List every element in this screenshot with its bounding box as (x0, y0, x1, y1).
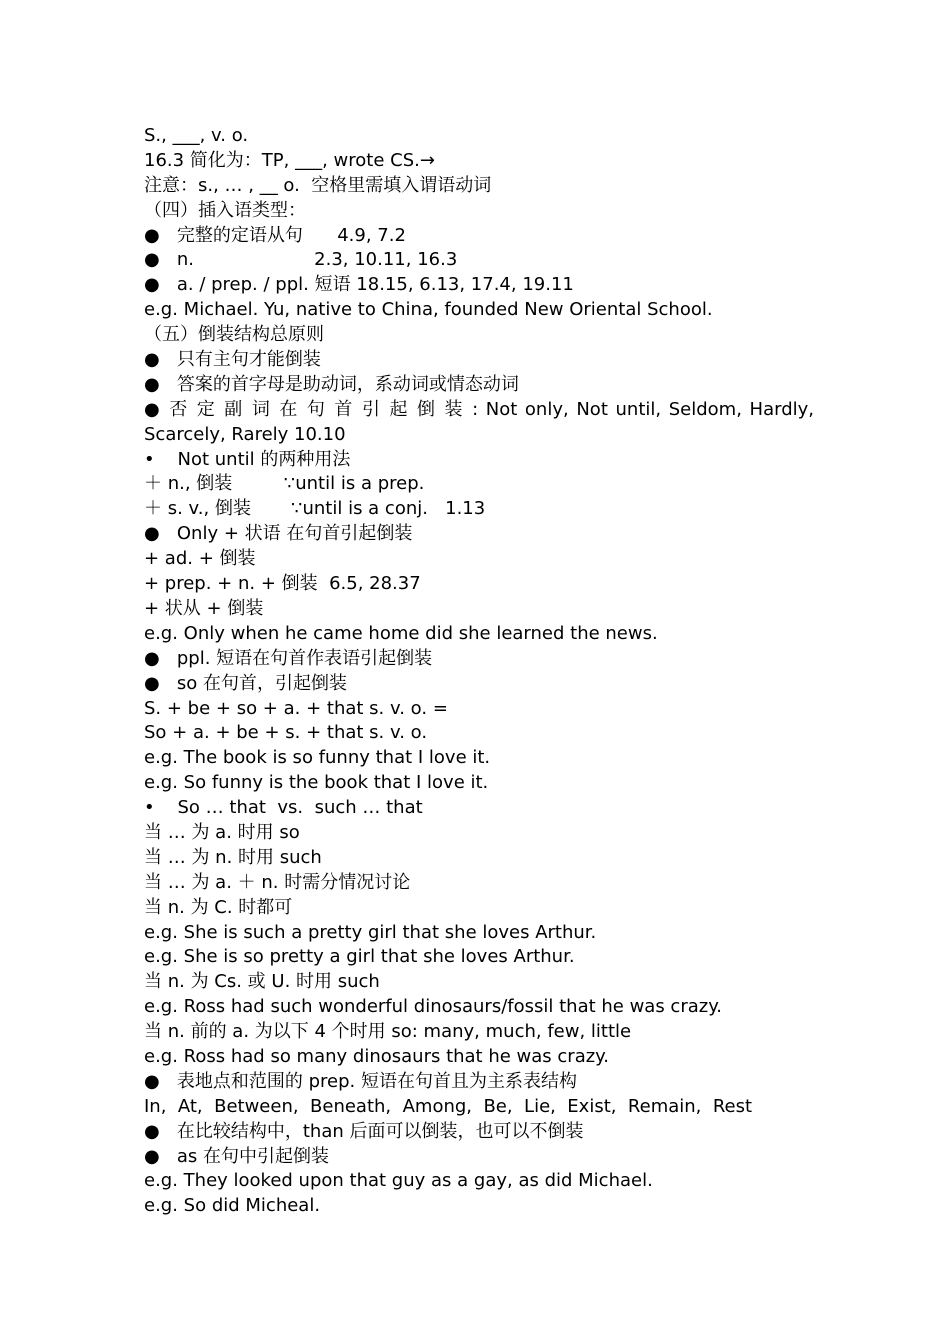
text-line: 16.3 简化为：TP, ___, wrote CS.→ (144, 149, 435, 171)
example-line: e.g. She is so pretty a girl that she loves Arthur. (144, 946, 575, 968)
text-line: 当 … 为 a. ＋ n. 时需分情况讨论 (144, 871, 411, 893)
bullet-item: ● 完整的定语从句 4.9, 7.2 (144, 224, 406, 246)
text-line: 当 n. 前的 a. 为以下 4 个时用 so: many, much, few, little (144, 1021, 632, 1043)
example-line: e.g. Michael. Yu, native to China, founded New Oriental School. (144, 299, 713, 321)
example-line: e.g. Only when he came home did she learned the news. (144, 622, 658, 644)
text-line: S. + be + so + a. + that s. v. o. = (144, 697, 448, 719)
bullet-item: ● a. / prep. / ppl. 短语 18.15, 6.13, 17.4, 19.11 (144, 274, 574, 296)
text-line: ＋ n., 倒装 ∵until is a prep. (144, 473, 425, 495)
example-line: e.g. Ross had such wonderful dinosaurs/fossil that he was crazy. (144, 996, 723, 1018)
bullet-item: ● Only + 状语 在句首引起倒装 (144, 523, 413, 545)
text-line: 当 n. 为 C. 时都可 (144, 896, 293, 918)
text-line: ＋ s. v., 倒装 ∵until is a conj. 1.13 (144, 498, 486, 520)
section-heading-5: （五）倒装结构总原则 (144, 324, 324, 346)
bullet-item: ● 表地点和范围的 prep. 短语在句首且为主系表结构 (144, 1070, 577, 1092)
text-line: S., ___, v. o. (144, 125, 249, 146)
section-heading-4: （四）插入语类型： (144, 199, 306, 221)
sub-bullet-item: • Not until 的两种用法 (144, 448, 351, 470)
note-line: 注意：s., … , __ o. 空格里需填入谓语动词 (144, 174, 492, 196)
bullet-item: ● 在比较结构中，than 后面可以倒装，也可以不倒装 (144, 1120, 584, 1142)
sub-bullet-item: • So … that vs. such … that (144, 797, 423, 819)
text-line: + prep. + n. + 倒装 6.5, 28.37 (144, 573, 421, 595)
example-line: e.g. The book is so funny that I love it. (144, 747, 491, 769)
example-line: e.g. Ross had so many dinosaurs that he was crazy. (144, 1045, 609, 1067)
bullet-item: ● 答案的首字母是助动词，系动词或情态动词 (144, 373, 519, 395)
text-line: 当 … 为 a. 时用 so (144, 821, 300, 843)
text-line: In, At, Between, Beneath, Among, Be, Lie, Exist, Remain, Rest (144, 1095, 753, 1117)
bullet-item: ● n. 2.3, 10.11, 16.3 (144, 249, 458, 271)
text-line: + 状从 + 倒装 (144, 597, 264, 619)
text-line: Scarcely, Rarely 10.10 (144, 423, 346, 445)
bullet-item: ● as 在句中引起倒装 (144, 1145, 330, 1167)
example-line: e.g. So did Micheal. (144, 1195, 321, 1217)
example-line: e.g. They looked upon that guy as a gay, as did Michael. (144, 1170, 653, 1192)
text-line: 当 n. 为 Cs. 或 U. 时用 such (144, 971, 380, 993)
bullet-item: ● so 在句首，引起倒装 (144, 672, 347, 694)
bullet-item: ● 否 定 副 词 在 句 首 引 起 倒 装 : Not only, Not until, Seldom, Hardly, (144, 398, 814, 420)
text-line: So + a. + be + s. + that s. v. o. (144, 722, 428, 744)
example-line: e.g. So funny is the book that I love it. (144, 772, 489, 794)
text-line: + ad. + 倒装 (144, 548, 256, 570)
text-line: 当 … 为 n. 时用 such (144, 846, 322, 868)
bullet-item: ● 只有主句才能倒装 (144, 349, 321, 371)
document-page (144, 124, 814, 1219)
example-line: e.g. She is such a pretty girl that she loves Arthur. (144, 921, 597, 943)
bullet-item: ● ppl. 短语在句首作表语引起倒装 (144, 647, 433, 669)
